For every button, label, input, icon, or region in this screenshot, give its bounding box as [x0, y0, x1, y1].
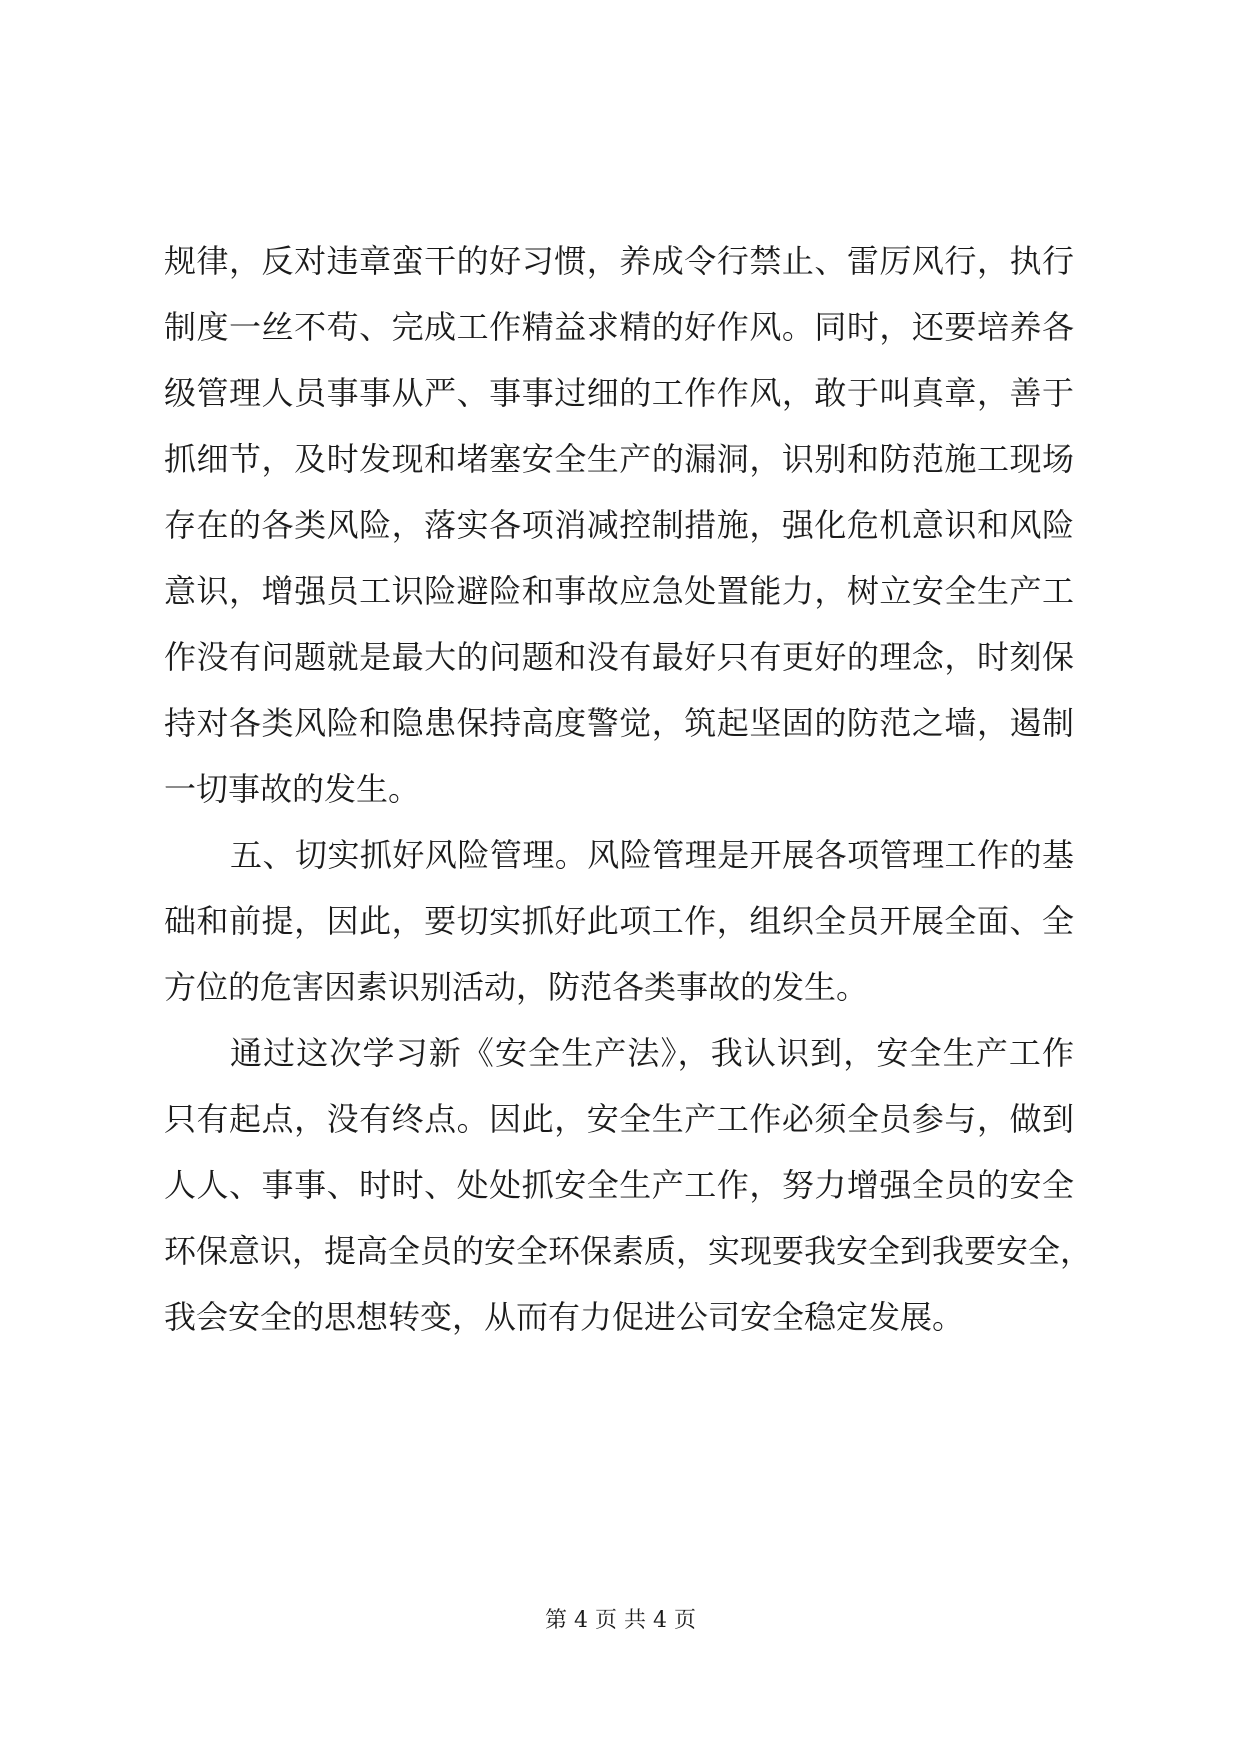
text-line: 只有起点，没有终点。因此，安全生产工作必须全员参与，做到: [164, 1100, 1074, 1138]
text-line: 持对各类风险和隐患保持高度警觉，筑起坚固的防范之墙，遏制: [164, 704, 1074, 742]
text-line: 方位的危害因素识别活动，防范各类事故的发生。: [164, 968, 869, 1006]
text-line: 环保意识，提高全员的安全环保素质，实现要我安全到我要安全，: [164, 1232, 1093, 1270]
text-line: 人人、事事、时时、处处抓安全生产工作，努力增强全员的安全: [164, 1166, 1074, 1204]
text-line: 通过这次学习新《安全生产法》，我认识到，安全生产工作: [230, 1034, 1074, 1072]
text-line: 五、切实抓好风险管理。风险管理是开展各项管理工作的基: [230, 836, 1074, 874]
text-line: 制度一丝不苟、完成工作精益求精的好作风。同时，还要培养各: [164, 308, 1074, 346]
text-line: 础和前提，因此，要切实抓好此项工作，组织全员开展全面、全: [164, 902, 1074, 940]
page-number-footer: 第 4 页 共 4 页: [545, 1608, 696, 1633]
text-line: 意识，增强员工识险避险和事故应急处置能力，树立安全生产工: [164, 572, 1074, 610]
text-line: 一切事故的发生。: [164, 770, 421, 808]
paragraph-1: [164, 228, 1074, 822]
paragraph-2: [164, 822, 1074, 1020]
text-line: 存在的各类风险，落实各项消减控制措施，强化危机意识和风险: [164, 506, 1074, 544]
text-line: 抓细节，及时发现和堵塞安全生产的漏洞，识别和防范施工现场: [164, 440, 1074, 478]
document-body: [164, 228, 1093, 1350]
text-line: 我会安全的思想转变，从而有力促进公司安全稳定发展。: [164, 1298, 965, 1336]
text-line: 作没有问题就是最大的问题和没有最好只有更好的理念，时刻保: [164, 638, 1074, 676]
text-line: 规律，反对违章蛮干的好习惯，养成令行禁止、雷厉风行，执行: [164, 242, 1074, 280]
paragraph-3: [164, 1020, 1093, 1350]
text-line: 级管理人员事事从严、事事过细的工作作风，敢于叫真章，善于: [164, 374, 1074, 412]
